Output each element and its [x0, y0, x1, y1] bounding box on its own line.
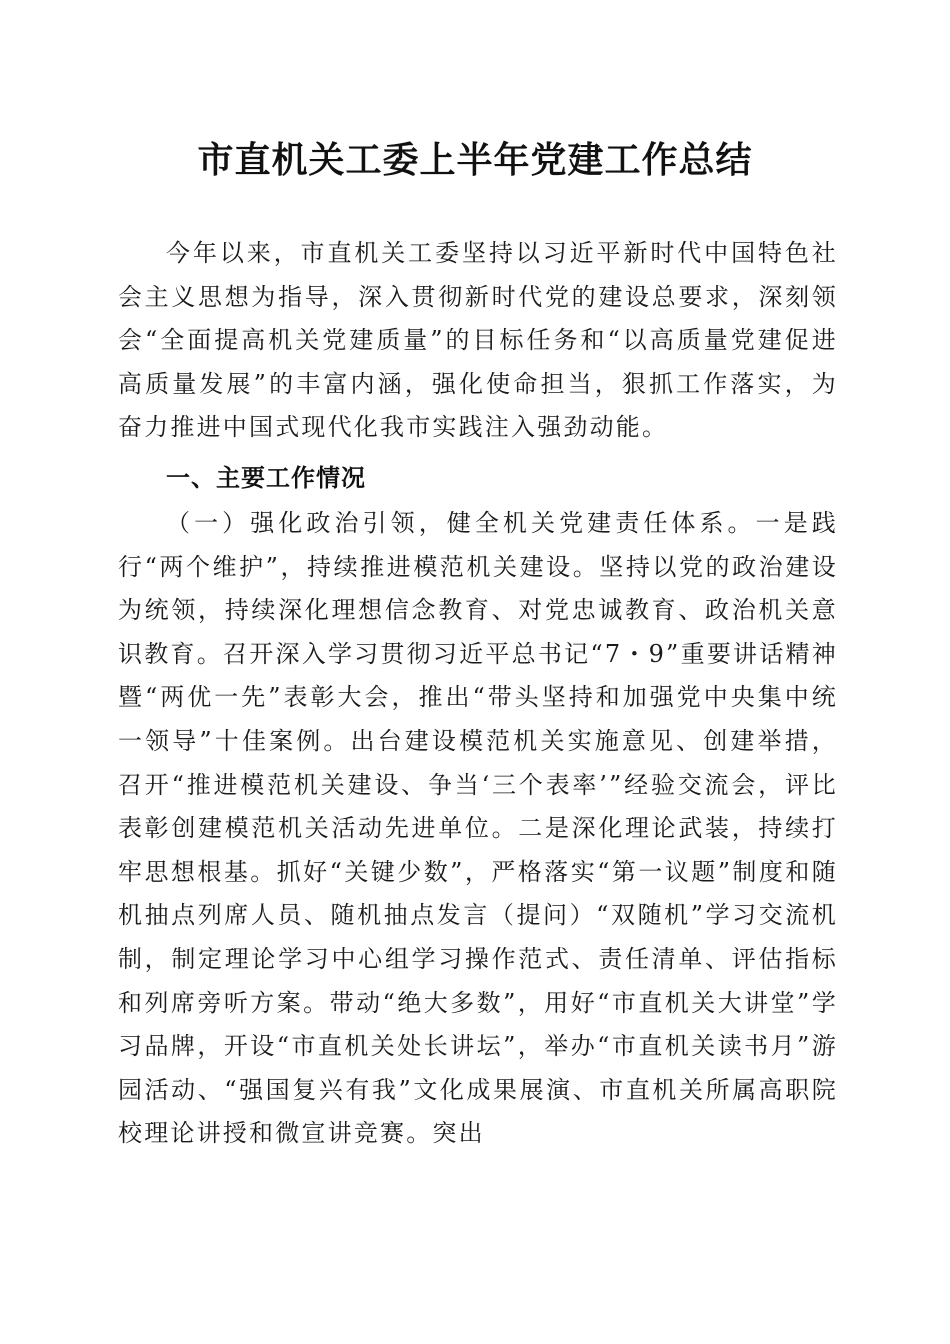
intro-paragraph: 今年以来，市直机关工委坚持以习近平新时代中国特色社会主义思想为指导，深入贯彻新时代党的建设总要求，深刻领会“全面提高机关党建质量”的目标任务和“以高质量党建促进高质量发展”的丰富内涵，强化使命担当，狠抓工作落实，为奋力推进中国式现代化我市实践注入强劲动能。 — [118, 239, 838, 442]
section-heading: 一、主要工作情况 — [166, 464, 366, 492]
document-title: 市直机关工委上半年党建工作总结 — [197, 139, 753, 181]
subsection-paragraph — [118, 502, 838, 1156]
subsection-lead: （一）强化政治引领，健全机关党建责任体系。 — [166, 509, 756, 537]
subsection-body: 一是践行“两个维护”，持续推进模范机关建设。坚持以党的政治建设为统领，持续深化理想信念教育、对党忠诚教育、政治机关意识教育。召开深入学习贯彻习近平总书记“7・9”重要讲话精神暨“两优一先”表彰大会，推出“带头坚持和加强党中央集中统一领导”十佳案例。出台建设模范机关实施意见、创建举措，召开“推进模范机关建设、争当‘三个表率’”经验交流会，评比表彰创建模范机关活动先进单位。二是深化理论武装，持续打牢思想根基。抓好“关键少数”，严格落实“第一议题”制度和随机抽点列席人员、随机抽点发言（提问）“双随机”学习交流机制，制定理论学习中心组学习操作范式、责任清单、评估指标和列席旁听方案。带动“绝大多数”，用好“市直机关大讲堂”学习品牌，开设“市直机关处长讲坛”，举办“市直机关读书月”游园活动、“强国复兴有我”文化成果展演、市直机关所属高职院校理论讲授和微宣讲竞赛。突出 — [118, 509, 838, 1148]
